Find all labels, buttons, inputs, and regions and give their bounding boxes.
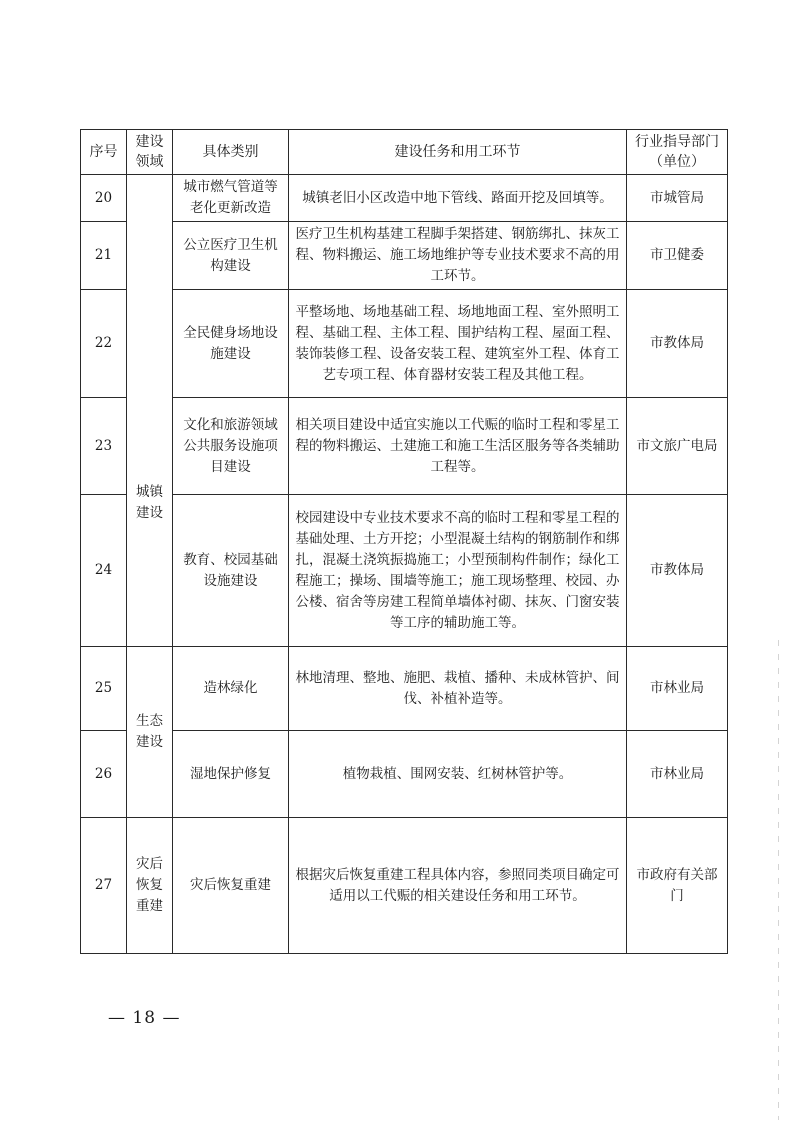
- page-number: — 18 —: [108, 1008, 181, 1028]
- row-number: 27: [81, 818, 127, 954]
- dept-cell: 市林业局: [627, 647, 728, 731]
- dept-cell: 市教体局: [627, 290, 728, 398]
- tasks-cell: 城镇老旧小区改造中地下管线、路面开挖及回填等。: [289, 175, 627, 222]
- work-relief-table: [80, 129, 728, 954]
- dept-cell: 市政府有关部门: [627, 818, 728, 954]
- tasks-cell: 林地清理、整地、施肥、栽植、播种、未成林管护、间伐、补植补造等。: [289, 647, 627, 731]
- table-row: [81, 398, 728, 495]
- header-no: 序号: [81, 130, 127, 175]
- header-category: 具体类别: [173, 130, 289, 175]
- row-number: 25: [81, 647, 127, 731]
- dept-cell: 市城管局: [627, 175, 728, 222]
- header-field: [127, 130, 173, 175]
- row-number: 26: [81, 731, 127, 818]
- table-row: [81, 222, 728, 290]
- category-cell: 全民健身场地设施建设: [173, 290, 289, 398]
- table-row: [81, 731, 728, 818]
- tasks-cell: 根据灾后恢复重建工程具体内容，参照同类项目确定可适用以工代赈的相关建设任务和用工环节。: [289, 818, 627, 954]
- category-cell: 文化和旅游领域公共服务设施项目建设: [173, 398, 289, 495]
- table-row: [81, 647, 728, 731]
- category-cell: 造林绿化: [173, 647, 289, 731]
- tasks-cell: 校园建设中专业技术要求不高的临时工程和零星工程的基础处理、土方开挖；小型混凝土结构的钢筋制作和绑扎，混凝土浇筑振捣施工；小型预制构件制作；绿化工程施工；操场、围墙等施工；施工现场整理、校园、办公楼、宿舍等房建工程简单墙体衬砌、抹灰、门窗安装等工序的辅助施工等。: [289, 495, 627, 647]
- dept-cell: 市教体局: [627, 495, 728, 647]
- row-number: 20: [81, 175, 127, 222]
- row-number: 21: [81, 222, 127, 290]
- header-tasks: 建设任务和用工环节: [289, 130, 627, 175]
- row-number: 22: [81, 290, 127, 398]
- table-row: [81, 175, 728, 222]
- tasks-cell: 医疗卫生机构基建工程脚手架搭建、钢筋绑扎、抹灰工程、物料搬运、施工场地维护等专业技术要求不高的用工环节。: [289, 222, 627, 290]
- field-cell-eco: [127, 647, 173, 818]
- tasks-cell: 相关项目建设中适宜实施以工代赈的临时工程和零星工程的物料搬运、土建施工和施工生活区服务等各类辅助工程等。: [289, 398, 627, 495]
- dept-cell: 市林业局: [627, 731, 728, 818]
- table-row: [81, 818, 728, 954]
- tasks-cell: 平整场地、场地基础工程、场地地面工程、室外照明工程、基础工程、主体工程、围护结构工程、屋面工程、装饰装修工程、设备安装工程、建筑室外工程、体育工艺专项工程、体育器材安装工程及其他工程。: [289, 290, 627, 398]
- field-cell-urban: [127, 175, 173, 647]
- dept-cell: 市文旅广电局: [627, 398, 728, 495]
- field-urban: 城镇 建设: [136, 484, 163, 521]
- category-cell: 公立医疗卫生机构建设: [173, 222, 289, 290]
- header-dept-text: 行业指导部门 （单位）: [635, 134, 719, 170]
- table-header-row: [81, 130, 728, 175]
- table-row: [81, 495, 728, 647]
- row-number: 24: [81, 495, 127, 647]
- category-cell: 湿地保护修复: [173, 731, 289, 818]
- category-cell: 教育、校园基础设施建设: [173, 495, 289, 647]
- header-field-text: 建设 领域: [135, 134, 164, 170]
- scan-edge-artifact: [778, 640, 779, 1120]
- category-cell: 灾后恢复重建: [173, 818, 289, 954]
- field-eco: 生态 建设: [136, 713, 163, 750]
- field-disaster: 灾后 恢复 重建: [136, 856, 163, 914]
- dept-cell: 市卫健委: [627, 222, 728, 290]
- header-dept: [627, 130, 728, 175]
- table-row: [81, 290, 728, 398]
- row-number: 23: [81, 398, 127, 495]
- category-cell: 城市燃气管道等老化更新改造: [173, 175, 289, 222]
- tasks-cell: 植物栽植、围网安装、红树林管护等。: [289, 731, 627, 818]
- field-cell-disaster: [127, 818, 173, 954]
